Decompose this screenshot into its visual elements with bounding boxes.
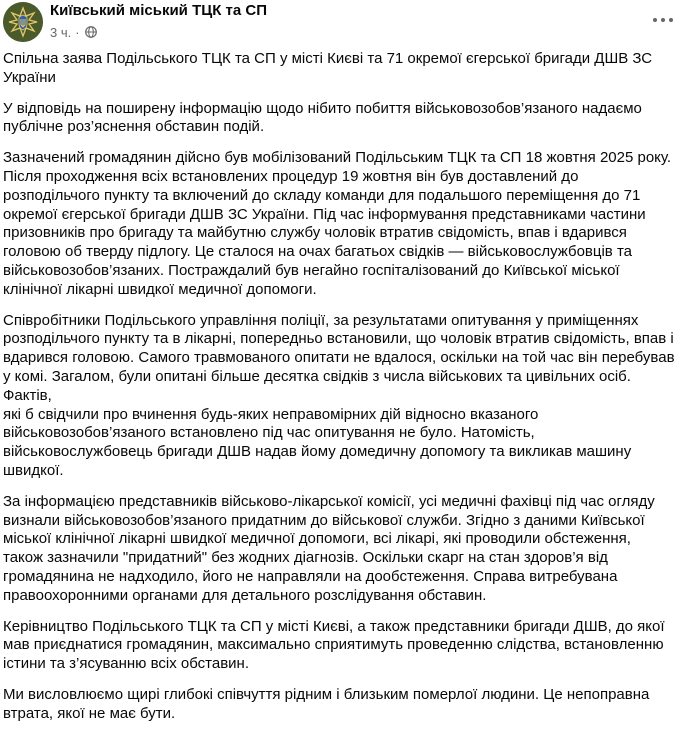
post-paragraph: У відповідь на поширену інформацію щодо нібито побиття військовозобов’язаного надаємо публічне роз’яснення обставин подій. xyxy=(3,99,642,136)
meta-separator: · xyxy=(75,24,80,40)
page-name-link[interactable]: Київський міський ТЦК та СП xyxy=(50,2,267,19)
post-paragraph: Співробітники Подільського управління поліції, за результатами опитування у приміщеннях розподільчого пункту та в лікарні, попередньо встановили, що чоловік втратив свідомість, впав і вдарився головою. Самого травмованого опитати не вдалося, оскільки на той час він перебував у комі. Загалом, були опитані більше десятка свідків з числа військових та цивільних осіб. Фактів, які б свідчили про вчинення будь-яких неправомірних дій відносно вказаного військовозобов’язаного встановлено під час опитування не було. Натомість, військовослужбовець бригади ДШВ надав йому домедичну допомогу та викликав машину швидкої. xyxy=(3,311,675,479)
post-timestamp[interactable]: 3 ч. xyxy=(50,24,72,40)
post-body xyxy=(3,50,675,736)
post-paragraph: Керівництво Подільського ТЦК та СП у місті Києві, а також представники бригади ДШВ, до якої мав приєднатися громадянин, максимально сприятимуть проведенню слідства, встановленню істини та з’ясуванню всіх обставин. xyxy=(3,617,665,673)
post-header xyxy=(0,0,684,46)
post-meta xyxy=(50,24,97,40)
globe-icon[interactable] xyxy=(85,26,97,38)
post-paragraph: Ми висловлюємо щирі глибокі співчуття рідним і близьким померлої людини. Це непоправна втрата, якої не має бути. xyxy=(3,685,650,722)
post-paragraph: Зазначений громадянин дійсно був мобілізований Подільським ТЦК та СП 18 жовтня 2025 року. Після проходження всіх встановлених процедур 19 жовтня він був доставлений до розподільчого пункту та включений до складу команди для подальшого переміщення до 71 окремої єгерської бригади ДШВ ЗС України. Під час інформування представниками частини призовників про бригаду та майбутню службу чоловік втратив свідомість, впав і вдарився головою об тверду підлогу. Це сталося на очах багатьох свідків — військовослужбовців та військовозобов’язаних. Постраждалий був негайно госпіталізований до Київської міської клінічної лікарні швидкої медичної допомоги. xyxy=(3,149,672,298)
military-emblem-icon xyxy=(3,2,43,42)
page-avatar[interactable] xyxy=(3,2,43,42)
more-options-icon[interactable] xyxy=(649,8,677,32)
post-paragraph: Спільна заява Подільського ТЦК та СП у місті Києві та 71 окремої єгерської бригади ДШВ ЗС України xyxy=(3,50,653,86)
post-paragraph: За інформацією представників військово-лікарської комісії, усі медичні фахівці під час огляду визнали військовозобов’язаного придатним до військової служби. Згідно з даними Київської міської клінічної лікарні швидкої медичної допомоги, всі лікарі, які проводили обстеження, також зазначили "придатний" без жодних діагнозів. Оскільки скарг на стан здоров’я від громадянина не надходило, його не направляли на дообстеження. Справа витребувана правоохоронними органами для детального розслідування обставин. xyxy=(3,492,655,604)
